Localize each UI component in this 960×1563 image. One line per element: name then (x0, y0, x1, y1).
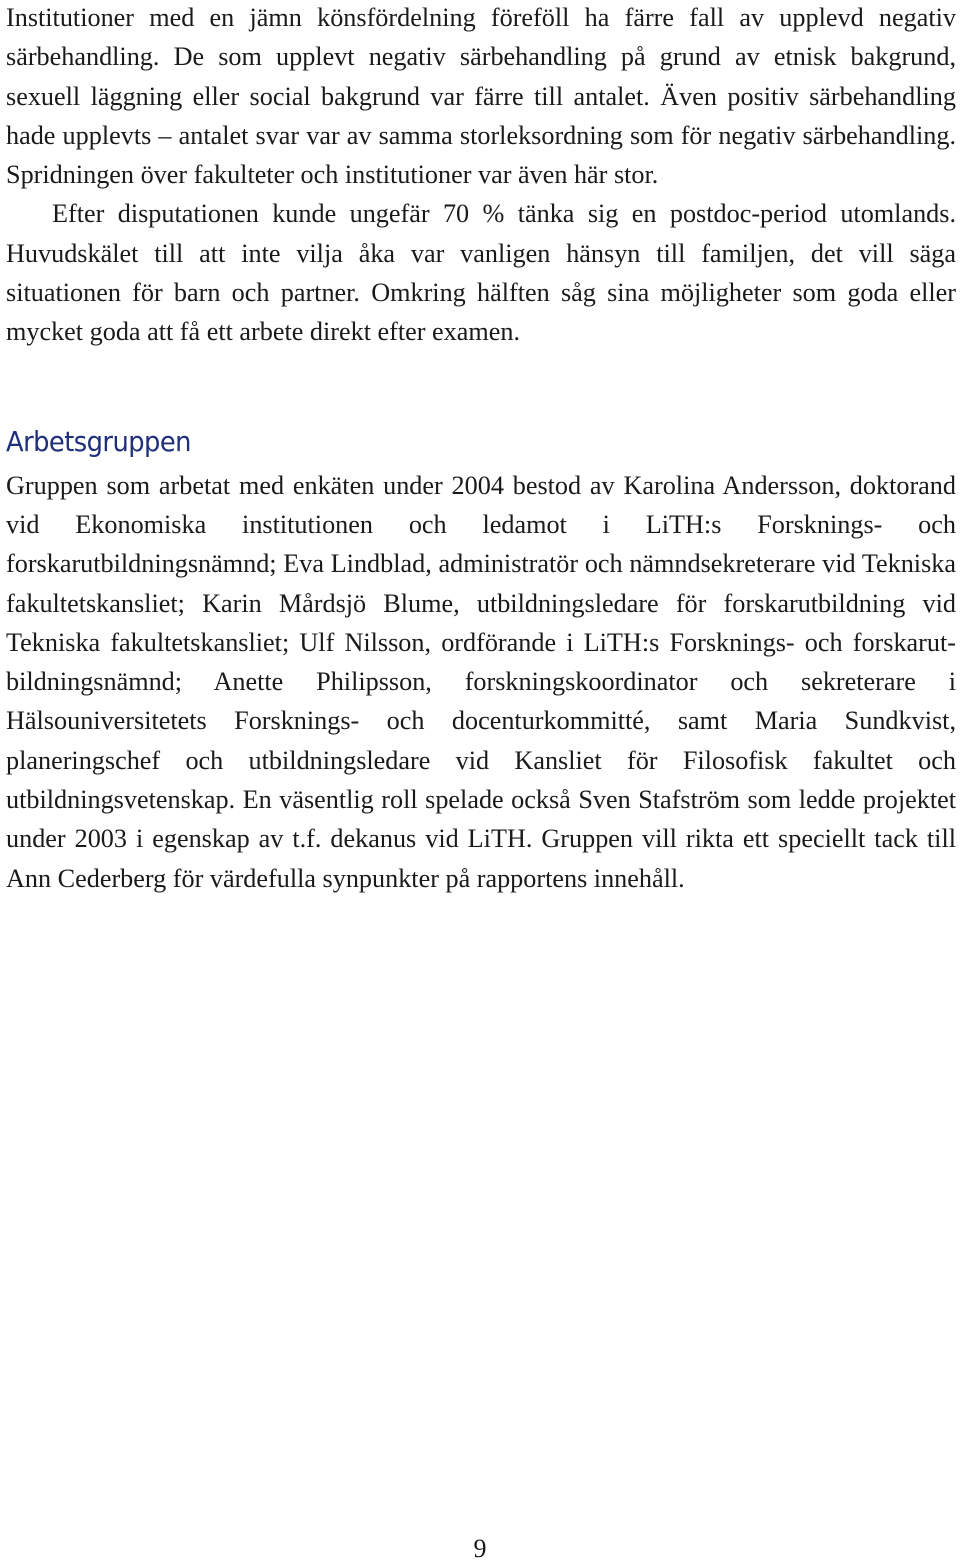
body-paragraph: Efter disputationen kunde ungefär 70 % tänka sig en postdoc-period utomlands. Huvudskälet till att inte vilja åka var vanligen hänsyn till familjen, det vill säga situationen för barn och partner. Omkring hälften såg sina möjligheter som goda eller mycket goda att få ett arbete direkt efter examen. (6, 199, 956, 347)
section-paragraph: Gruppen som arbetat med enkäten under 2004 bestod av Karolina Andersson, doktorand vid Ekonomiska institutionen och ledamot i LiTH:s Forsknings- och forskarutbildningsnämnd; Eva Lindblad, administratör och nämndsekreterare vid Tekniska fakultetskansliet; Karin Mårdsjö Blume, utbildningsledare för forskarutbildning vid Tekniska fakultetskansliet; Ulf Nilsson, ordförande i LiTH:s Forsknings- och forskarutbildningsnämnd; Anette Philipsson, forskningskoordinator och sekreterare i Hälsouniversitetets Forsknings- och docenturkommitté, samt Maria Sundkvist, planeringschef och utbildningsledare vid Kansliet för Filosofisk fakultet och utbildningsvetenskap. En väsentlig roll spelade också Sven Stafström som ledde projektet under 2003 i egenskap av t.f. dekanus vid LiTH. Gruppen vill rikta ett speciellt tack till Ann Cederberg för värdefulla synpunkter på rapportens innehåll. (6, 470, 956, 893)
page-number: 9 (473, 1534, 487, 1563)
document-page (6, 0, 956, 898)
section-heading: Arbetsgruppen (6, 424, 191, 458)
body-paragraph: Institutioner med en jämn könsfördelning föreföll ha färre fall av upplevd negativ särbehandling. De som upplevt negativ särbehandling på grund av etnisk bakgrund, sexuell läggning eller social bakgrund var färre till antalet. Även positiv särbehandling hade upplevts – antalet svar var av samma storleksordning som för negativ särbehandling. Spridningen över fakulteter och institutioner var även här stor. (6, 3, 956, 190)
